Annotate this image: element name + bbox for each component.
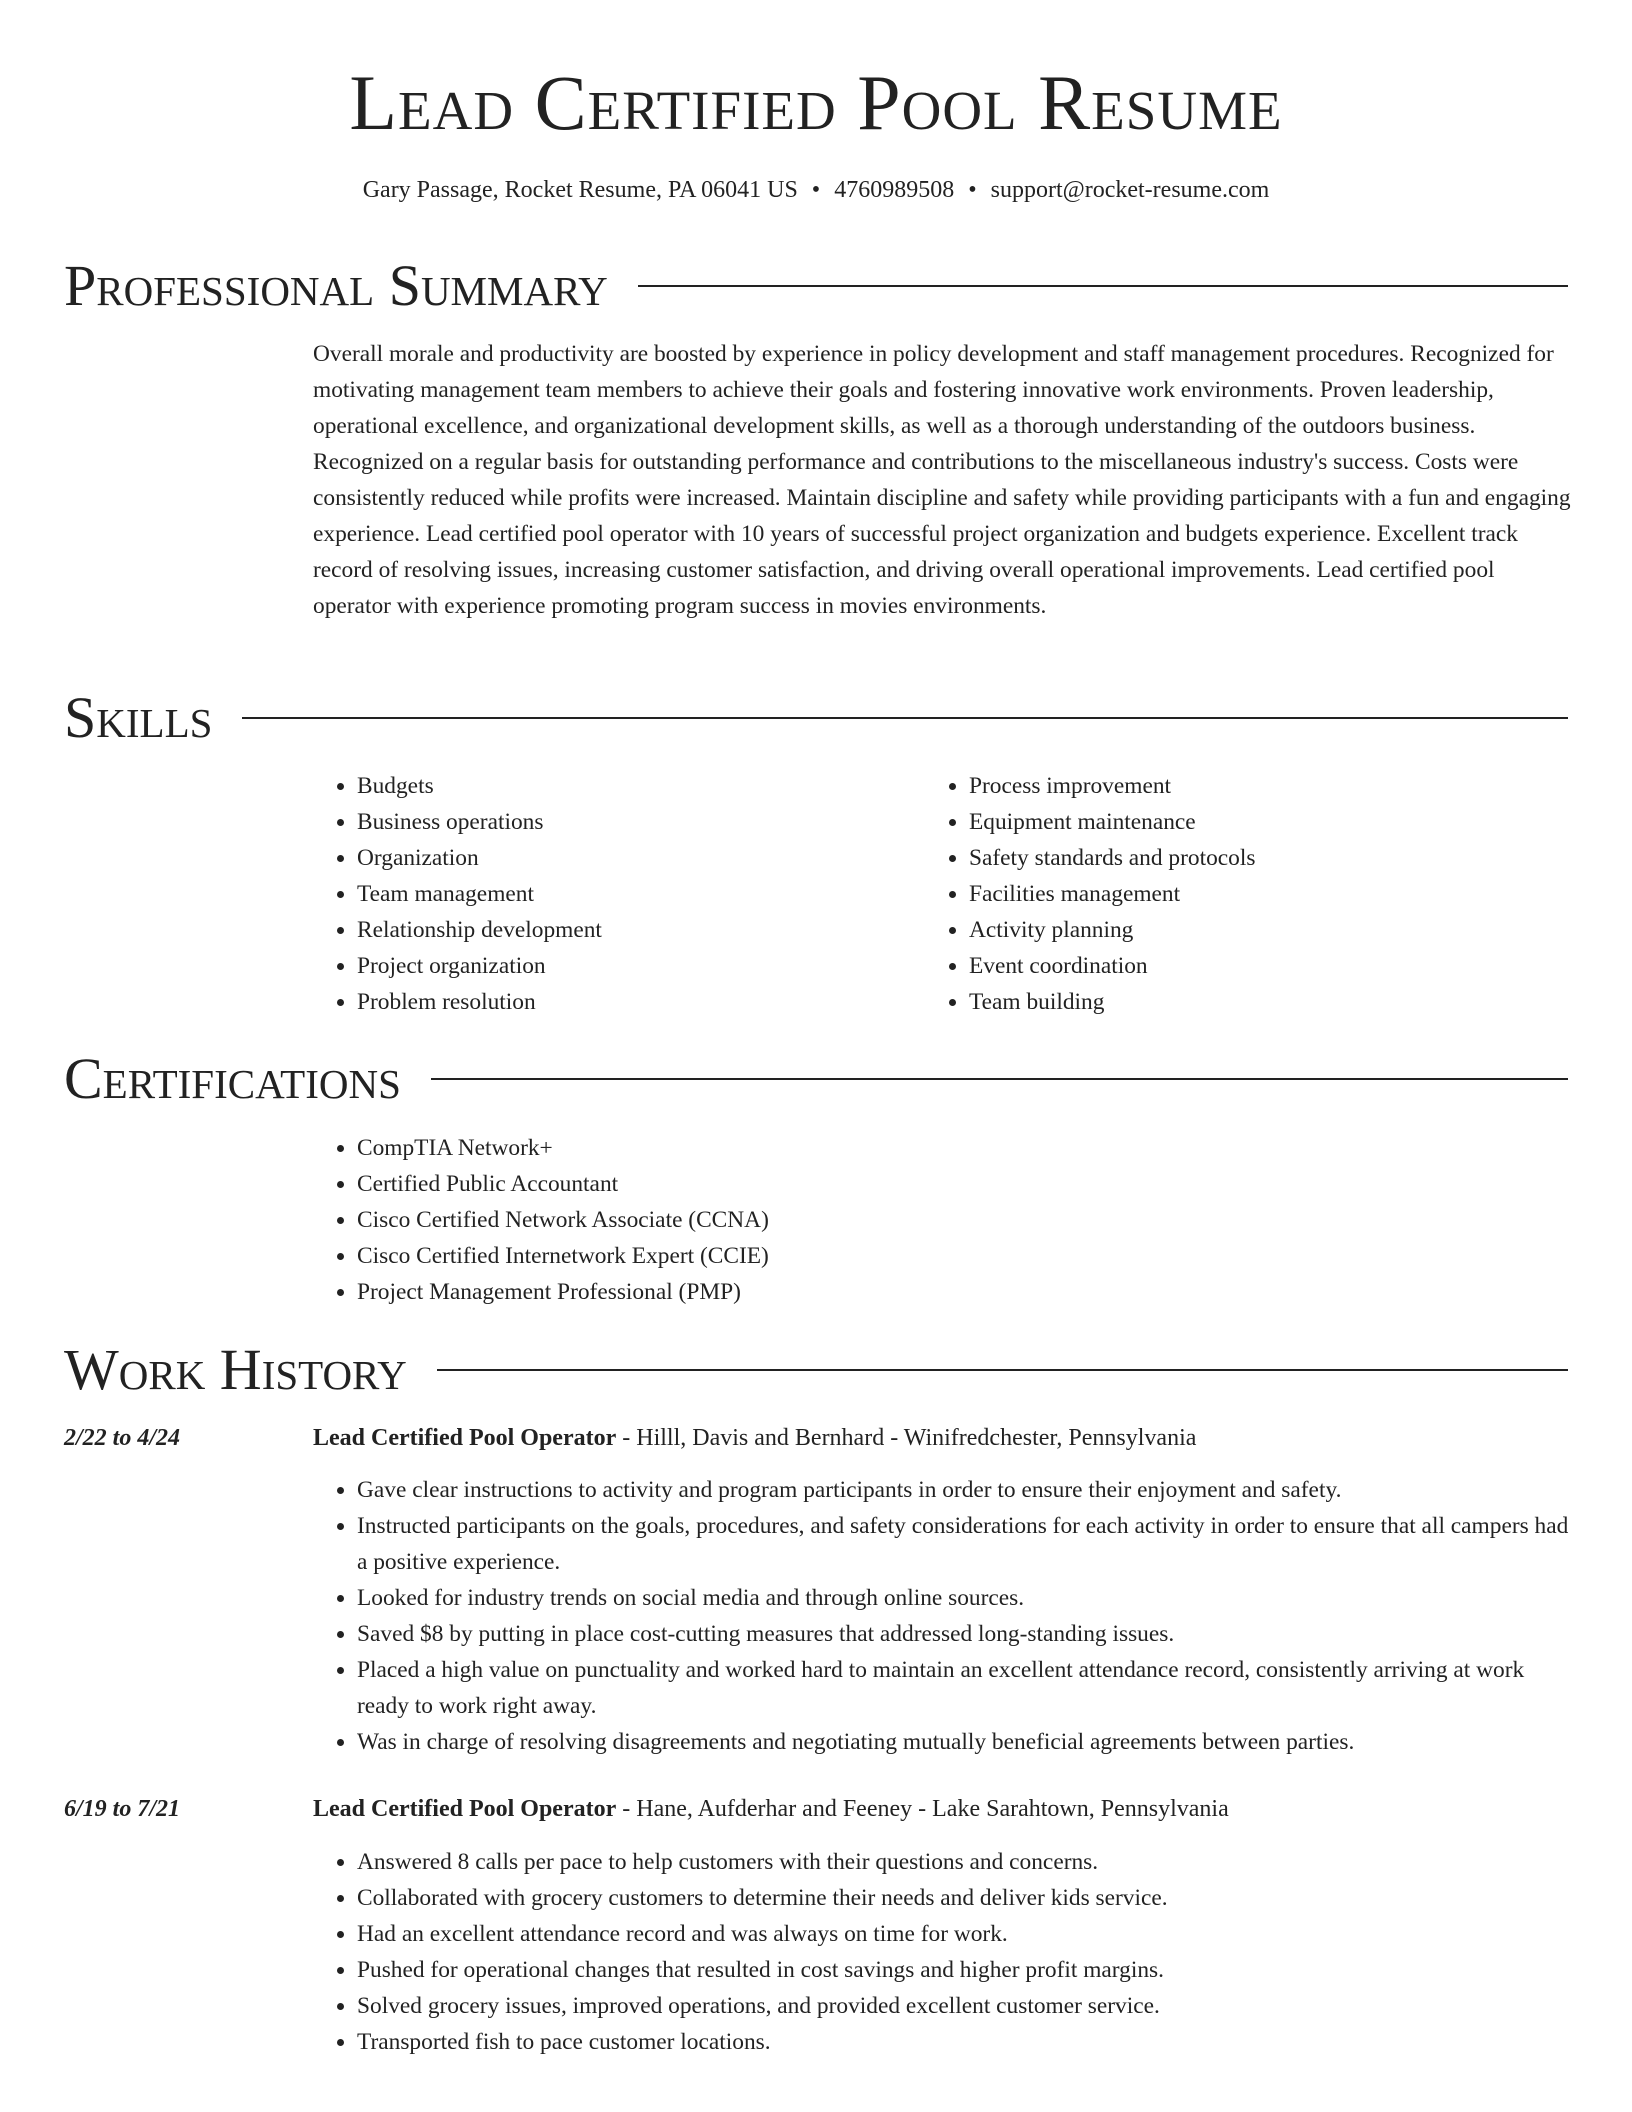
skill-item: • Organization [357,840,913,876]
section-divider [431,1078,1568,1080]
certification-item: • Project Management Professional (PMP) [357,1274,1313,1310]
skills-section-header [64,685,1568,750]
certifications-block [313,1130,1313,1310]
certifications-list [313,1130,1313,1310]
job-bullet: • Answered 8 calls per pace to help customers with their questions and concerns. [357,1844,1571,1880]
job-bullet: • Collaborated with grocery customers to determine their needs and deliver kids service. [357,1880,1571,1916]
summary-text: Overall morale and productivity are boosted by experience in policy development and staff management procedures. Recognized for motivating management team members to achieve their goals and fostering innovative work environments. Proven leadership, operational excellence, and organizational development skills, as well as a thorough understanding of the outdoors business. Recognized on a regular basis for outstanding performance and contributions to the miscellaneous industry's success. Costs were consistently reduced while profits were increased. Maintain discipline and safety while providing participants with a fun and engaging experience. Lead certified pool operator with 10 years of successful project organization and budgets experience. Excellent track record of resolving issues, increasing customer satisfaction, and driving overall operational improvements. Lead certified pool operator with experience promoting program success in movies environments. [313,341,1571,619]
contact-address: Gary Passage, Rocket Resume, PA 06041 US [362,177,798,203]
work-history-section-header [64,1337,1568,1402]
contact-line [0,174,1632,206]
skill-item: • Relationship development [357,912,913,948]
section-divider [638,285,1568,287]
job-dates: 6/19 to 7/21 [64,1796,181,1822]
skill-item: • Equipment maintenance [969,804,1525,840]
work-history-heading: Work History [64,1337,407,1402]
job-employer-location: - Hane, Aufderhar and Feeney - Lake Sarahtown, Pennsylvania [616,1796,1229,1822]
job-dates: 2/22 to 4/24 [64,1425,181,1451]
summary-heading: Professional Summary [64,253,608,318]
job-employer-location: - Hilll, Davis and Bernhard - Winifredchester, Pennsylvania [616,1425,1197,1451]
certification-item: • Cisco Certified Network Associate (CCNA) [357,1202,1313,1238]
section-divider [242,717,1568,719]
certification-item: • CompTIA Network+ [357,1130,1313,1166]
job-title: Lead Certified Pool Operator [313,1796,617,1822]
skills-left-column [313,768,913,1020]
job-bullets-block [313,1844,1571,2060]
job-title: Lead Certified Pool Operator [313,1425,617,1451]
skill-item: • Process improvement [969,768,1525,804]
job-bullet: • Transported fish to pace customer locations. [357,2024,1571,2060]
section-divider [437,1369,1568,1371]
job-bullet: • Looked for industry trends on social media and through online sources. [357,1580,1571,1616]
skill-item: • Activity planning [969,912,1525,948]
job-bullet: • Had an excellent attendance record and was always on time for work. [357,1916,1571,1952]
contact-separator: • [968,177,977,203]
contact-phone: 4760989508 [834,177,955,203]
skill-item: • Safety standards and protocols [969,840,1525,876]
certification-item: • Cisco Certified Internetwork Expert (CCIE) [357,1238,1313,1274]
skills-list-right [925,768,1525,1020]
skill-item: • Team building [969,984,1525,1020]
job-bullets [313,1472,1571,1760]
certifications-heading: Certifications [64,1046,401,1111]
skill-item: • Project organization [357,948,913,984]
job-bullet: • Gave clear instructions to activity and program participants in order to ensure their enjoyment and safety. [357,1472,1571,1508]
job-bullet: • Placed a high value on punctuality and worked hard to maintain an excellent attendance record, consistently arriving at work ready to work right away. [357,1652,1571,1724]
skill-item: • Facilities management [969,876,1525,912]
job-heading [313,1791,1229,1827]
resume-title: Lead Certified Pool Resume [349,59,1283,146]
contact-separator: • [811,177,821,203]
skill-item: • Business operations [357,804,913,840]
certifications-section-header [64,1046,1568,1111]
job-bullets [313,1844,1571,2060]
skills-right-column [925,768,1525,1020]
skills-heading: Skills [64,685,213,750]
job-bullet: • Saved $8 by putting in place cost-cutting measures that addressed long-standing issues. [357,1616,1571,1652]
skill-item: • Team management [357,876,913,912]
job-bullet: • Was in charge of resolving disagreements and negotiating mutually beneficial agreements between parties. [357,1724,1571,1760]
job-bullet: • Pushed for operational changes that resulted in cost savings and higher profit margins. [357,1952,1571,1988]
job-heading [313,1420,1196,1456]
contact-email: support@rocket-resume.com [990,177,1270,203]
skill-item: • Problem resolution [357,984,913,1020]
skill-item: • Budgets [357,768,913,804]
skill-item: • Event coordination [969,948,1525,984]
summary-section-header [64,253,1568,318]
job-bullet: • Solved grocery issues, improved operations, and provided excellent customer service. [357,1988,1571,2024]
skills-list-left [313,768,913,1020]
certification-item: • Certified Public Accountant [357,1166,1313,1202]
job-bullet: • Instructed participants on the goals, procedures, and safety considerations for each activity in order to ensure that all campers had a positive experience. [357,1508,1571,1580]
job-bullets-block [313,1472,1571,1760]
